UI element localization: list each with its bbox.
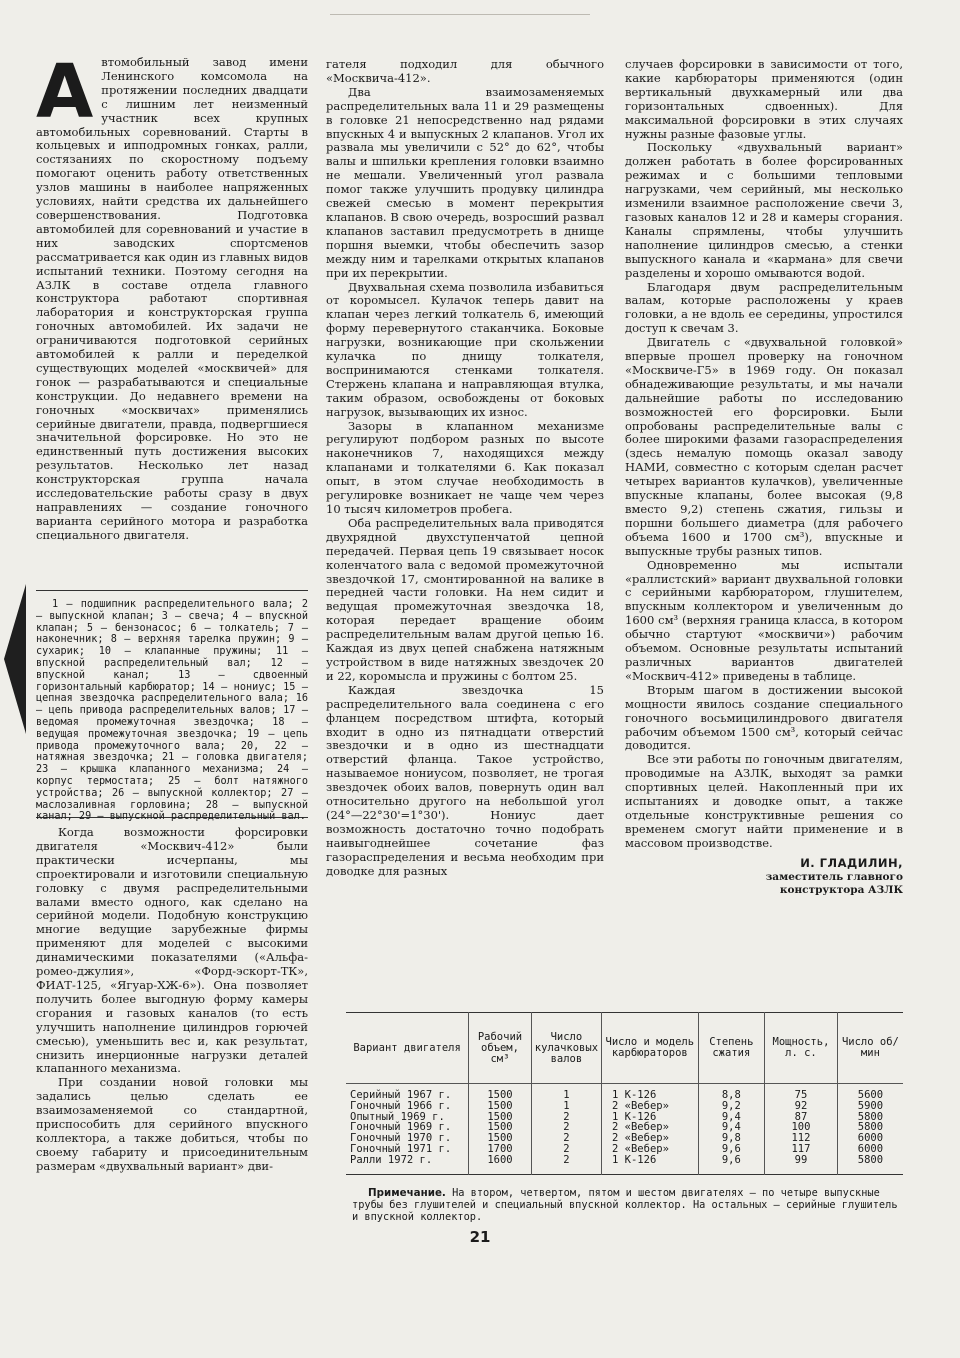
cell-displacement: 1500 (469, 1112, 532, 1123)
author-role-line1: заместитель главного (765, 870, 903, 883)
engine-results-table (346, 1012, 903, 1175)
cell-camshafts: 2 (531, 1133, 601, 1144)
cell-compression: 8,8 (698, 1084, 765, 1101)
cell-camshafts: 2 (531, 1144, 601, 1155)
header-compression: Степень сжатия (698, 1013, 765, 1084)
article-column-1-lower (36, 826, 308, 1174)
article-paragraph: Вторым шагом в достижении высокой мощности явилось создание специального гоночного восьмицилиндрового двигателя рабочим объемом 1500 см³, который сейчас доводится. (625, 682, 903, 753)
header-carburetors: Число и модель карбюраторов (602, 1013, 699, 1084)
header-engine-variant: Вариант двигателя (346, 1013, 469, 1084)
cell-variant: Гоночный 1971 г. (350, 1142, 452, 1155)
cell-rpm: 5600 (837, 1084, 903, 1101)
article-paragraph: Каждая звездочка 15 распределительного вала соединена с его фланцем посредством штифта, который входит в одно из пятнадцати отверстий звездочки и в одно из шестнадцати отверстий фланца. Такое устройство, называемое нониусом, позволяет, не трогая звездочек обоих валов, повернуть один вал относительно другого на небольшой угол (24°—22°30'=1°30'). Нониус дает возможность достаточно точно подобрать наивыгоднейшее сочетание фаз газораспределения и весьма необходим при доводке для разных (326, 682, 604, 878)
header-displacement: Рабочий объем, см³ (469, 1013, 532, 1084)
cell-camshafts: 2 (531, 1112, 601, 1123)
cell-displacement: 1500 (469, 1101, 532, 1112)
cell-rpm: 5900 (837, 1101, 903, 1112)
drop-cap: А (36, 49, 94, 135)
cell-variant: Ралли 1972 г. (350, 1153, 433, 1166)
cell-rpm: 5800 (837, 1122, 903, 1133)
cell-compression: 9,8 (698, 1133, 765, 1144)
article-paragraph: Зазоры в клапанном механизме регулируют подбором разных по высоте наконечников 7, находящихся между клапанами и толкателями 6. Как показал опыт, в этом случае необходимость в регулировке возникает не чаще чем через 10 тысяч километров пробега. (326, 418, 604, 516)
article-paragraph: Одновременно мы испытали «раллистский» вариант двухвальной головки с серийными карбюратором, глушителем, впускным коллектором и увеличенным до 1600 см³ (верхняя граница класса, в котором обычно стартуют «москвичи») рабочим объемом. Основные результаты испытаний различных вариантов двигателей «Москвич-412» приведены в таблице. (625, 557, 903, 683)
cell-rpm: 6000 (837, 1144, 903, 1155)
cell-power: 100 (765, 1122, 838, 1133)
article-paragraph: Двигатель с «двухвальной головкой» впервые прошел проверку на гоночном «Москвиче-Г5» в 1969 году. Он показал обнадеживающие результаты, и мы начали дальнейшие работы по исследованию возможностей его форсировки. Были опробованы распределительные валы с более широкими фазами газораспределения (здесь немалую помощь оказал заводу НАМИ, совместно с которым сделан расчет четырех вариантов кулачков), увеличенные впускные клапаны, более высокая (9,8 вместо 9,2) степень сжатия, гильзы и поршни большего диаметра (для рабочего объема 1600 и 1700 см³), впускные и выпускные трубы разных типов. (625, 335, 903, 558)
cell-rpm: 5800 (837, 1112, 903, 1123)
cell-camshafts: 1 (531, 1101, 601, 1112)
cell-compression: 9,6 (698, 1144, 765, 1155)
cell-carburetors: 2 «Вебер» (602, 1101, 699, 1112)
table-row (346, 1155, 903, 1174)
article-column-1 (36, 49, 308, 543)
cell-carburetors: 2 «Вебер» (602, 1122, 699, 1133)
cell-power: 92 (765, 1101, 838, 1112)
article-paragraph: случаев форсировки в зависимости от того, какие карбюраторы применяются (один вертикальный двухкамерный или два горизонтальных сдвоенных). Для максимальной форсировки в этих случаях нужны разные фазовые углы. (625, 57, 903, 141)
cell-rpm: 5800 (837, 1155, 903, 1174)
cell-displacement: 1500 (469, 1122, 532, 1133)
cell-displacement: 1700 (469, 1144, 532, 1155)
cell-displacement: 1500 (469, 1133, 532, 1144)
article-column-2 (326, 58, 604, 878)
cell-power: 99 (765, 1155, 838, 1174)
article-paragraph: гателя подходил для обычного «Москвича-412». (326, 57, 604, 85)
article-paragraph: Поскольку «двухвальный вариант» должен работать в более форсированных режимах и с большими тепловыми нагрузками, чем серийный, мы несколько изменили взаимное расположение свечи 3, газовых каналов 12 и 28 и камеры сгорания. Каналы спрямлены, чтобы улучшить наполнение цилиндров смесью, а стенки выпускного канала и «кармана» для свечи разделены и хорошо омываются водой. (625, 140, 903, 280)
cell-compression: 9,4 (698, 1112, 765, 1123)
article-paragraph: Оба распределительных вала приводятся двухрядной двухступенчатой цепной передачей. Первая цепь 19 связывает носок коленчатого вала с ведомой промежуточной звездочкой 17, смонтированной на валике в передней части головки. На нем сидит и ведущая промежуточная звездочка 18, которая передает вращение обоим распределительным валам другой цепью 16. Каждая из двух цепей снабжена натяжным устройством в виде натяжных звездочек 20 и 22, коромысла и пружины с болтом 25. (326, 515, 604, 683)
cell-compression: 9,6 (698, 1155, 765, 1174)
cell-displacement: 1500 (469, 1084, 532, 1101)
article-paragraph: Двухвальная схема позволила избавиться от коромысел. Кулачок теперь давит на клапан через легкий толкатель 6, имеющий форму перевернутого стаканчика. Боковые нагрузки, возникающие при скольжении кулачка по днищу толкателя, воспринимаются стенками толкателя. Стержень клапана и направляющая втулка, таким образом, освобождены от боковых нагрузок, вызывающих их износ. (326, 279, 604, 419)
cell-compression: 9,2 (698, 1101, 765, 1112)
cell-camshafts: 2 (531, 1122, 601, 1133)
table-note (352, 1187, 904, 1223)
page-number: 21 (469, 1228, 491, 1246)
table-row (346, 1084, 903, 1101)
author-role-line2: конструктора АЗЛК (779, 883, 903, 896)
cell-variant: Гоночный 1966 г. (350, 1099, 452, 1112)
article-paragraph: Два взаимозаменяемых распределительных вала 11 и 29 размещены в головке 21 непосредственно над рядами впускных 4 и выпускных 2 клапанов. Угол их развала мы увеличили с 52° до 62°, чтобы валы и шпильки крепления головки взаимно не мешали. Увеличенный угол развала помог также улучшить продувку цилиндра свежей смесью в момент перекрытия клапанов. В свою очередь, возросший развал клапанов заставил предусмотреть в днище поршня выемки, чтобы обеспечить зазор между ним и тарелками открытых клапанов при их перекрытии. (326, 84, 604, 280)
cell-carburetors: 1 К-126 (602, 1084, 699, 1101)
article-paragraph: Все эти работы по гоночным двигателям, проводимые на АЗЛК, выходят за рамки спортивных целей. Накопленный при их испытаниях и доводке опыт, а также отдельные конструктивные решения со временем смогут найти применение и в массовом производстве. (625, 752, 903, 850)
cell-carburetors: 1 К-126 (602, 1112, 699, 1123)
table-header-row (346, 1013, 903, 1084)
article-paragraph: Благодаря двум распределительным валам, которые расположены у краев головки, а не вдоль ее середины, упростился доступ к свечам 3. (625, 279, 903, 336)
cell-variant: Гоночный 1969 г. (350, 1121, 452, 1134)
cell-variant: Опытный 1969 г. (350, 1110, 445, 1123)
cell-variant: Гоночный 1970 г. (350, 1132, 452, 1145)
caption-pointer-mark (4, 584, 26, 734)
cell-power: 75 (765, 1084, 838, 1101)
header-camshafts: Число кулачковых валов (531, 1013, 601, 1084)
author-signature (625, 857, 903, 897)
cell-compression: 9,4 (698, 1122, 765, 1133)
cell-camshafts: 1 (531, 1084, 601, 1101)
figure-caption (36, 590, 308, 823)
caption-text: 1 — подшипник распределительного вала; 2 — выпускной клапан; 3 — свеча; 4 — впускной клапан; 5 — бензонасос; 6 — толкатель; 7 — наконечник; 8 — верхняя тарелка пружин; 9 — сухарик; 10 — клапанные пружины; 11 — впускной распределительный вал; 12 — впускной канал; 13 — сдвоенный горизонтальный карбюратор; 14 — нониус; 15 — цепная звездочка распределительного вала; 16 — цепь привода распределительных валов; 17 — ведомая промежуточная звездочка; 18 — ведущая промежуточная звездочка; 19 — цепь привода промежуточного вала; 20, 22 — натяжная звездочка; 21 — головка двигателя; 23 — крышка клапанного механизма; 24 — корпус термостата; 25 — болт натяжного устройства; 26 — выпускной коллектор; 27 — маслозаливная горловина; 28 — выпускной канал; 29 — выпускной распределительный вал. (36, 599, 308, 823)
note-text: На втором, четвертом, пятом и шестом двигателях — по четыре выпускные трубы без глушителей и специальный впускной коллектор. На остальных — серийные глушитель и впускной коллектор. (352, 1187, 898, 1223)
cell-power: 87 (765, 1112, 838, 1123)
cell-power: 117 (765, 1144, 838, 1155)
header-rpm: Число об/мин (837, 1013, 903, 1084)
table-row (346, 1101, 903, 1112)
article-paragraph: Когда возможности форсировки двигателя «Москвич-412» были практически исчерпаны, мы спроектировали и изготовили специальную головку с двумя распределительными валами вместо одного, как сделано на серийной модели. Подобную конструкцию многие ведущие зарубежные фирмы применяют для моделей с высокими динамическими показателями («Альфа-ромео-джулия», «Форд-эскорт-ТК», ФИАТ-125, «Ягуар-ХЖ-6»). Она позволяет получить более выгодную форму камеры сгорания и газовых каналов (то есть улучшить наполнение цилиндров горючей смесью), уменьшить вес и, как результат, снизить инерционные нагрузки деталей клапанного механизма. (36, 825, 308, 1076)
article-paragraph: При создании новой головки мы задались целью сделать ее взаимозаменяемой со стандартной, приспособить для серийного впускного коллектора, а также добиться, чтобы по своему габариту и присоединительным размерам «двухвальный вариант» дви- (36, 1075, 308, 1173)
top-divider (330, 14, 590, 15)
cell-camshafts: 2 (531, 1155, 601, 1174)
cell-rpm: 6000 (837, 1133, 903, 1144)
cell-carburetors: 1 К-126 (602, 1155, 699, 1174)
cell-carburetors: 2 «Вебер» (602, 1144, 699, 1155)
cell-power: 112 (765, 1133, 838, 1144)
cell-variant: Серийный 1967 г. (350, 1089, 452, 1101)
note-label: Примечание. (368, 1187, 446, 1199)
header-power: Мощность, л. с. (765, 1013, 838, 1084)
cell-carburetors: 2 «Вебер» (602, 1133, 699, 1144)
author-name: И. ГЛАДИЛИН, (800, 855, 903, 870)
article-column-3 (625, 58, 903, 897)
article-paragraph: втомобильный завод имени Ленинского комсомола на протяжении последних двадцати с лишним лет неизменный участник всех крупных автомобильных соревнований. Старты в кольцевых и ипподромных гонках, ралли, состязаниях по скоростному подъему помогают оценить работу ответственных узлов машины в наиболее напряженных условиях, найти средства их дальнейшего совершенствования. Подготовка автомобилей для соревнований и участие в них заводских спортсменов рассматривается как один из главных видов испытаний техники. Поэтому сегодня на АЗЛК в составе отдела главного конструктора работают спортивная лаборатория и конструкторская группа гоночных автомобилей. Их задачи не ограничиваются подготовкой серийных автомобилей к ралли и переделкой существующих моделей «москвичей» для гонок — разрабатываются и специальные конструкции. До недавнего времени на гоночных «москвичах» применялись серийные двигатели, правда, подвергшиеся значительной форсировке. Но это не единственный путь достижения высоких результатов. Несколько лет назад конструкторская группа начала исследовательские работы сразу в двух направлениях — создание гоночного варианта серийного мотора и разработка специального двигателя. (36, 55, 308, 542)
cell-displacement: 1600 (469, 1155, 532, 1174)
